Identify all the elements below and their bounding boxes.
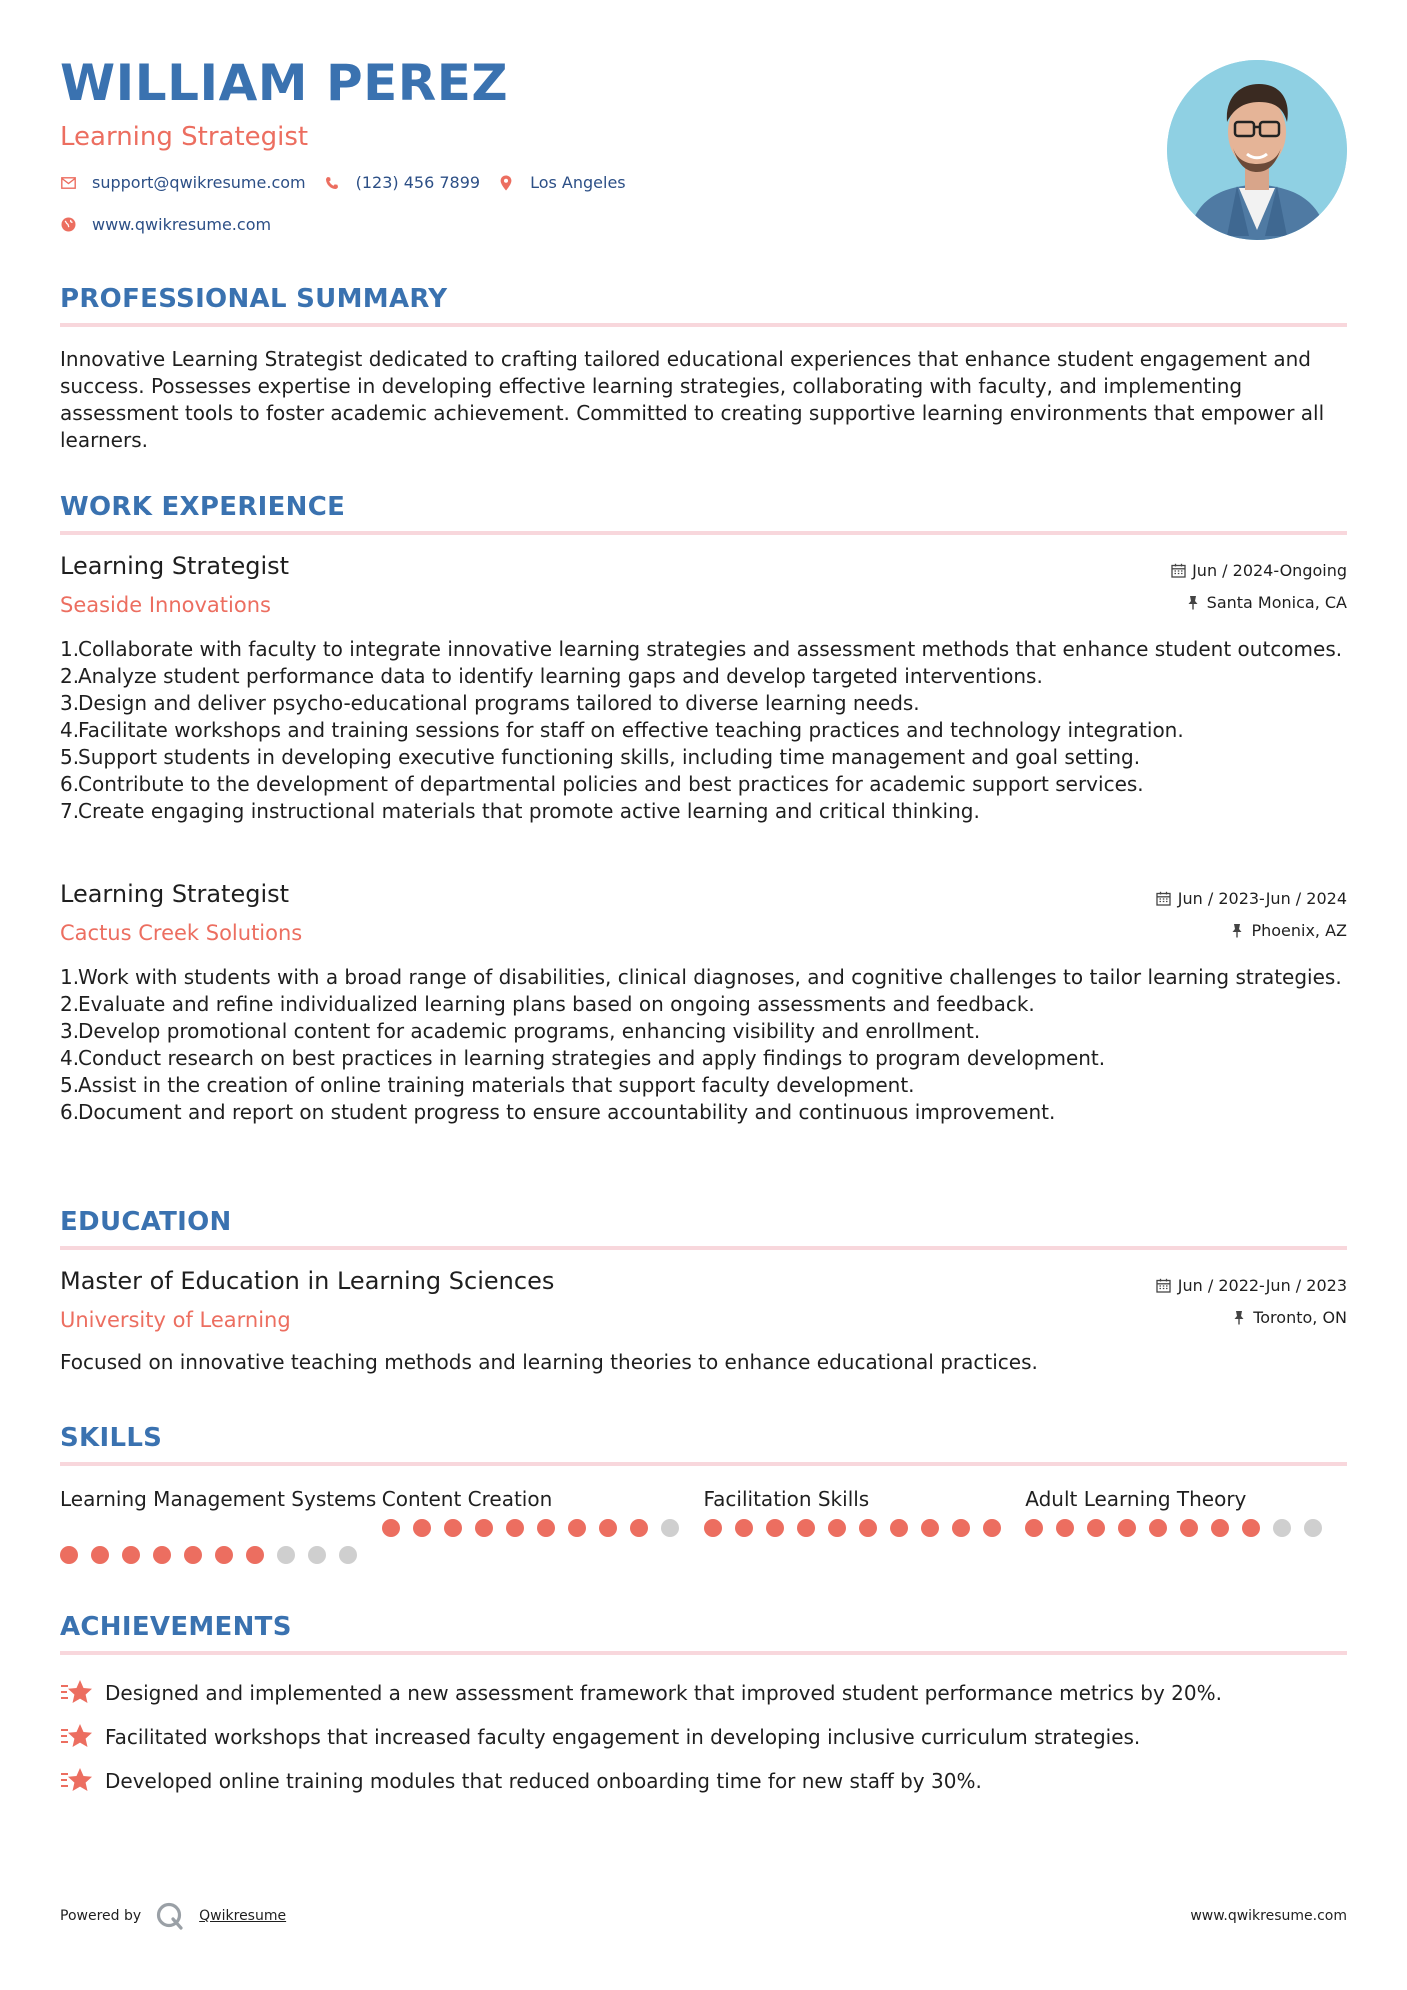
contact-website[interactable] bbox=[60, 215, 271, 234]
education-location bbox=[1156, 1307, 1347, 1327]
job-location bbox=[1170, 592, 1347, 612]
rating-dot-empty bbox=[339, 1546, 357, 1564]
list-item: 5. Assist in the creation of online training materials that support faculty development. bbox=[60, 1073, 915, 1097]
rating-dot-empty bbox=[1273, 1519, 1291, 1537]
powered-by-label: Powered by bbox=[60, 1908, 142, 1924]
calendar-icon bbox=[1156, 1277, 1172, 1293]
achievement-text: Designed and implemented a new assessment framework that improved student performance metrics by 20%. bbox=[105, 1681, 1222, 1705]
experience-section bbox=[60, 492, 1347, 1124]
education-section bbox=[60, 1207, 1347, 1374]
job-date-text: Jun / 2023-Jun / 2024 bbox=[1177, 888, 1347, 908]
list-item: 1. Collaborate with faculty to integrate innovative learning strategies and assessment methods that enhance student outcomes. bbox=[60, 637, 1343, 661]
rating-dot-filled bbox=[506, 1519, 524, 1537]
job-meta bbox=[1156, 888, 1347, 940]
summary-text: Innovative Learning Strategist dedicated to crafting tailored educational experiences that enhance student engagement and success. Possesses expertise in developing effective learning strategies, collaborating with faculty, and implementing assessment tools to foster academic achievement. Committed to creating supportive learning environments that empower all learners. bbox=[60, 347, 1325, 452]
rating-dot-filled bbox=[60, 1546, 78, 1564]
calendar-icon bbox=[1156, 890, 1172, 906]
list-item: 6. Document and report on student progress to ensure accountability and continuous improvement. bbox=[60, 1100, 1056, 1124]
education-heading: EDUCATION bbox=[60, 1207, 232, 1237]
education-location-text: Toronto, ON bbox=[1253, 1307, 1347, 1327]
skill-item bbox=[1025, 1486, 1347, 1564]
job-company: Cactus Creek Solutions bbox=[60, 921, 303, 945]
experience-heading: WORK EXPERIENCE bbox=[60, 492, 346, 522]
footer-website-link[interactable]: www.qwikresume.com bbox=[1190, 1908, 1347, 1924]
contact-location bbox=[498, 173, 626, 192]
job-title: Learning Strategist bbox=[60, 552, 290, 580]
contact-row-website bbox=[60, 215, 289, 234]
list-item bbox=[60, 1759, 1347, 1803]
rating-dot-filled bbox=[413, 1519, 431, 1537]
job-date-text: Jun / 2024-Ongoing bbox=[1192, 560, 1347, 580]
rating-dot-filled bbox=[983, 1519, 1001, 1537]
job-entry bbox=[60, 554, 1347, 825]
list-item: 1. Work with students with a broad range of disabilities, clinical diagnoses, and cognitive challenges to tailor learning strategies. bbox=[60, 965, 1342, 989]
rating-dot-filled bbox=[921, 1519, 939, 1537]
job-date bbox=[1170, 560, 1347, 580]
degree-title: Master of Education in Learning Sciences bbox=[60, 1267, 555, 1295]
location-text: Los Angeles bbox=[530, 173, 626, 192]
achievements-heading: ACHIEVEMENTS bbox=[60, 1612, 292, 1642]
job-title: Learning Strategist bbox=[60, 880, 290, 908]
education-entry bbox=[60, 1269, 1347, 1372]
education-meta bbox=[1156, 1275, 1347, 1327]
star-icon bbox=[60, 1722, 94, 1752]
achievements-list bbox=[60, 1671, 1347, 1803]
pushpin-icon bbox=[1231, 1309, 1247, 1325]
rating-dot-empty bbox=[1304, 1519, 1322, 1537]
list-item bbox=[60, 1671, 1347, 1715]
rating-dot-filled bbox=[1180, 1519, 1198, 1537]
candidate-name: WILLIAM PEREZ bbox=[60, 54, 509, 112]
rating-dot-filled bbox=[153, 1546, 171, 1564]
education-description: Focused on innovative teaching methods and learning theories to enhance educational practices. bbox=[60, 1350, 1038, 1374]
summary-section bbox=[60, 286, 1347, 454]
website-text: www.qwikresume.com bbox=[92, 215, 272, 234]
rating-dot-empty bbox=[661, 1519, 679, 1537]
star-icon bbox=[60, 1678, 94, 1708]
rating-dot-filled bbox=[1211, 1519, 1229, 1537]
rating-dot-empty bbox=[277, 1546, 295, 1564]
list-item: 5. Support students in developing executive functioning skills, including time management and goal setting. bbox=[60, 745, 1141, 769]
skills-grid bbox=[60, 1486, 1347, 1564]
envelope-icon bbox=[60, 175, 76, 191]
school-name: University of Learning bbox=[60, 1308, 291, 1332]
star-icon bbox=[60, 1766, 94, 1796]
contact-phone[interactable] bbox=[324, 173, 480, 192]
rating-dot-filled bbox=[1149, 1519, 1167, 1537]
map-pin-icon bbox=[498, 175, 514, 191]
rating-dot-filled bbox=[475, 1519, 493, 1537]
rating-dot-filled bbox=[444, 1519, 462, 1537]
job-location-text: Santa Monica, CA bbox=[1206, 592, 1347, 612]
rating-dot-filled bbox=[952, 1519, 970, 1537]
skill-item bbox=[382, 1486, 704, 1564]
phone-icon bbox=[324, 175, 340, 191]
page-footer bbox=[60, 1898, 1347, 1934]
list-item: 3. Develop promotional content for academic programs, enhancing visibility and enrollment. bbox=[60, 1019, 981, 1043]
candidate-role: Learning Strategist bbox=[60, 122, 309, 152]
job-location bbox=[1156, 920, 1347, 940]
qwikresume-logo-icon bbox=[155, 1901, 185, 1931]
brand-link[interactable]: Qwikresume bbox=[199, 1908, 287, 1924]
list-item: 7. Create engaging instructional materials that promote active learning and critical thinking. bbox=[60, 799, 980, 823]
section-divider bbox=[60, 1462, 1347, 1466]
email-text: support@qwikresume.com bbox=[92, 173, 306, 192]
section-divider bbox=[60, 1651, 1347, 1655]
rating-dot-filled bbox=[215, 1546, 233, 1564]
skill-rating bbox=[60, 1546, 382, 1564]
rating-dot-empty bbox=[308, 1546, 326, 1564]
pushpin-icon bbox=[1229, 922, 1245, 938]
contact-row bbox=[60, 173, 644, 192]
education-date bbox=[1156, 1275, 1347, 1295]
rating-dot-filled bbox=[1087, 1519, 1105, 1537]
skill-item bbox=[60, 1486, 382, 1564]
rating-dot-filled bbox=[797, 1519, 815, 1537]
skill-rating bbox=[382, 1519, 704, 1537]
skill-name: Facilitation Skills bbox=[703, 1487, 870, 1511]
job-bullets bbox=[60, 636, 1347, 825]
education-date-text: Jun / 2022-Jun / 2023 bbox=[1177, 1275, 1347, 1295]
rating-dot-filled bbox=[184, 1546, 202, 1564]
list-item bbox=[60, 1715, 1347, 1759]
rating-dot-filled bbox=[1056, 1519, 1074, 1537]
rating-dot-filled bbox=[599, 1519, 617, 1537]
achievements-section bbox=[60, 1614, 1347, 1803]
list-item: 2. Analyze student performance data to identify learning gaps and develop targeted interventions. bbox=[60, 664, 1043, 688]
job-location-text: Phoenix, AZ bbox=[1251, 920, 1347, 940]
list-item: 4. Conduct research on best practices in learning strategies and apply findings to program development. bbox=[60, 1046, 1106, 1070]
rating-dot-filled bbox=[91, 1546, 109, 1564]
rating-dot-filled bbox=[537, 1519, 555, 1537]
rating-dot-filled bbox=[828, 1519, 846, 1537]
resume-header bbox=[60, 0, 1347, 262]
phone-text: (123) 456 7899 bbox=[355, 173, 481, 192]
rating-dot-filled bbox=[568, 1519, 586, 1537]
profile-photo bbox=[1167, 60, 1347, 240]
skill-name: Content Creation bbox=[381, 1487, 553, 1511]
section-divider bbox=[60, 531, 1347, 535]
pushpin-icon bbox=[1185, 594, 1201, 610]
rating-dot-filled bbox=[1118, 1519, 1136, 1537]
job-meta bbox=[1170, 560, 1347, 612]
rating-dot-filled bbox=[859, 1519, 877, 1537]
rating-dot-filled bbox=[382, 1519, 400, 1537]
skills-heading: SKILLS bbox=[60, 1423, 163, 1453]
skill-name: Learning Management Systems bbox=[60, 1487, 377, 1511]
list-item: 3. Design and deliver psycho-educational programs tailored to diverse learning needs. bbox=[60, 691, 920, 715]
summary-heading: PROFESSIONAL SUMMARY bbox=[60, 284, 448, 314]
job-date bbox=[1156, 888, 1347, 908]
list-item: 6. Contribute to the development of departmental policies and best practices for academic support services. bbox=[60, 772, 1144, 796]
rating-dot-filled bbox=[1025, 1519, 1043, 1537]
rating-dot-filled bbox=[704, 1519, 722, 1537]
calendar-icon bbox=[1170, 562, 1186, 578]
skill-rating bbox=[704, 1519, 1026, 1537]
rating-dot-filled bbox=[246, 1546, 264, 1564]
list-item: 2. Evaluate and refine individualized learning plans based on ongoing assessments and feedback. bbox=[60, 992, 1035, 1016]
list-item: 4. Facilitate workshops and training sessions for staff on effective teaching practices and technology integration. bbox=[60, 718, 1184, 742]
rating-dot-filled bbox=[630, 1519, 648, 1537]
skills-section bbox=[60, 1425, 1347, 1564]
section-divider bbox=[60, 1246, 1347, 1250]
job-company: Seaside Innovations bbox=[60, 593, 271, 617]
job-entry bbox=[60, 882, 1347, 1126]
contact-email[interactable] bbox=[60, 173, 306, 192]
job-bullets bbox=[60, 964, 1347, 1126]
achievement-text: Developed online training modules that reduced onboarding time for new staff by 30%. bbox=[105, 1769, 982, 1793]
skill-item bbox=[704, 1486, 1026, 1564]
skill-rating bbox=[1025, 1519, 1347, 1537]
rating-dot-filled bbox=[122, 1546, 140, 1564]
rating-dot-filled bbox=[890, 1519, 908, 1537]
skill-name: Adult Learning Theory bbox=[1025, 1487, 1247, 1511]
section-divider bbox=[60, 323, 1347, 327]
rating-dot-filled bbox=[735, 1519, 753, 1537]
rating-dot-filled bbox=[1242, 1519, 1260, 1537]
rating-dot-filled bbox=[766, 1519, 784, 1537]
achievement-text: Facilitated workshops that increased faculty engagement in developing inclusive curriculum strategies. bbox=[105, 1725, 1141, 1749]
globe-icon bbox=[60, 217, 76, 233]
